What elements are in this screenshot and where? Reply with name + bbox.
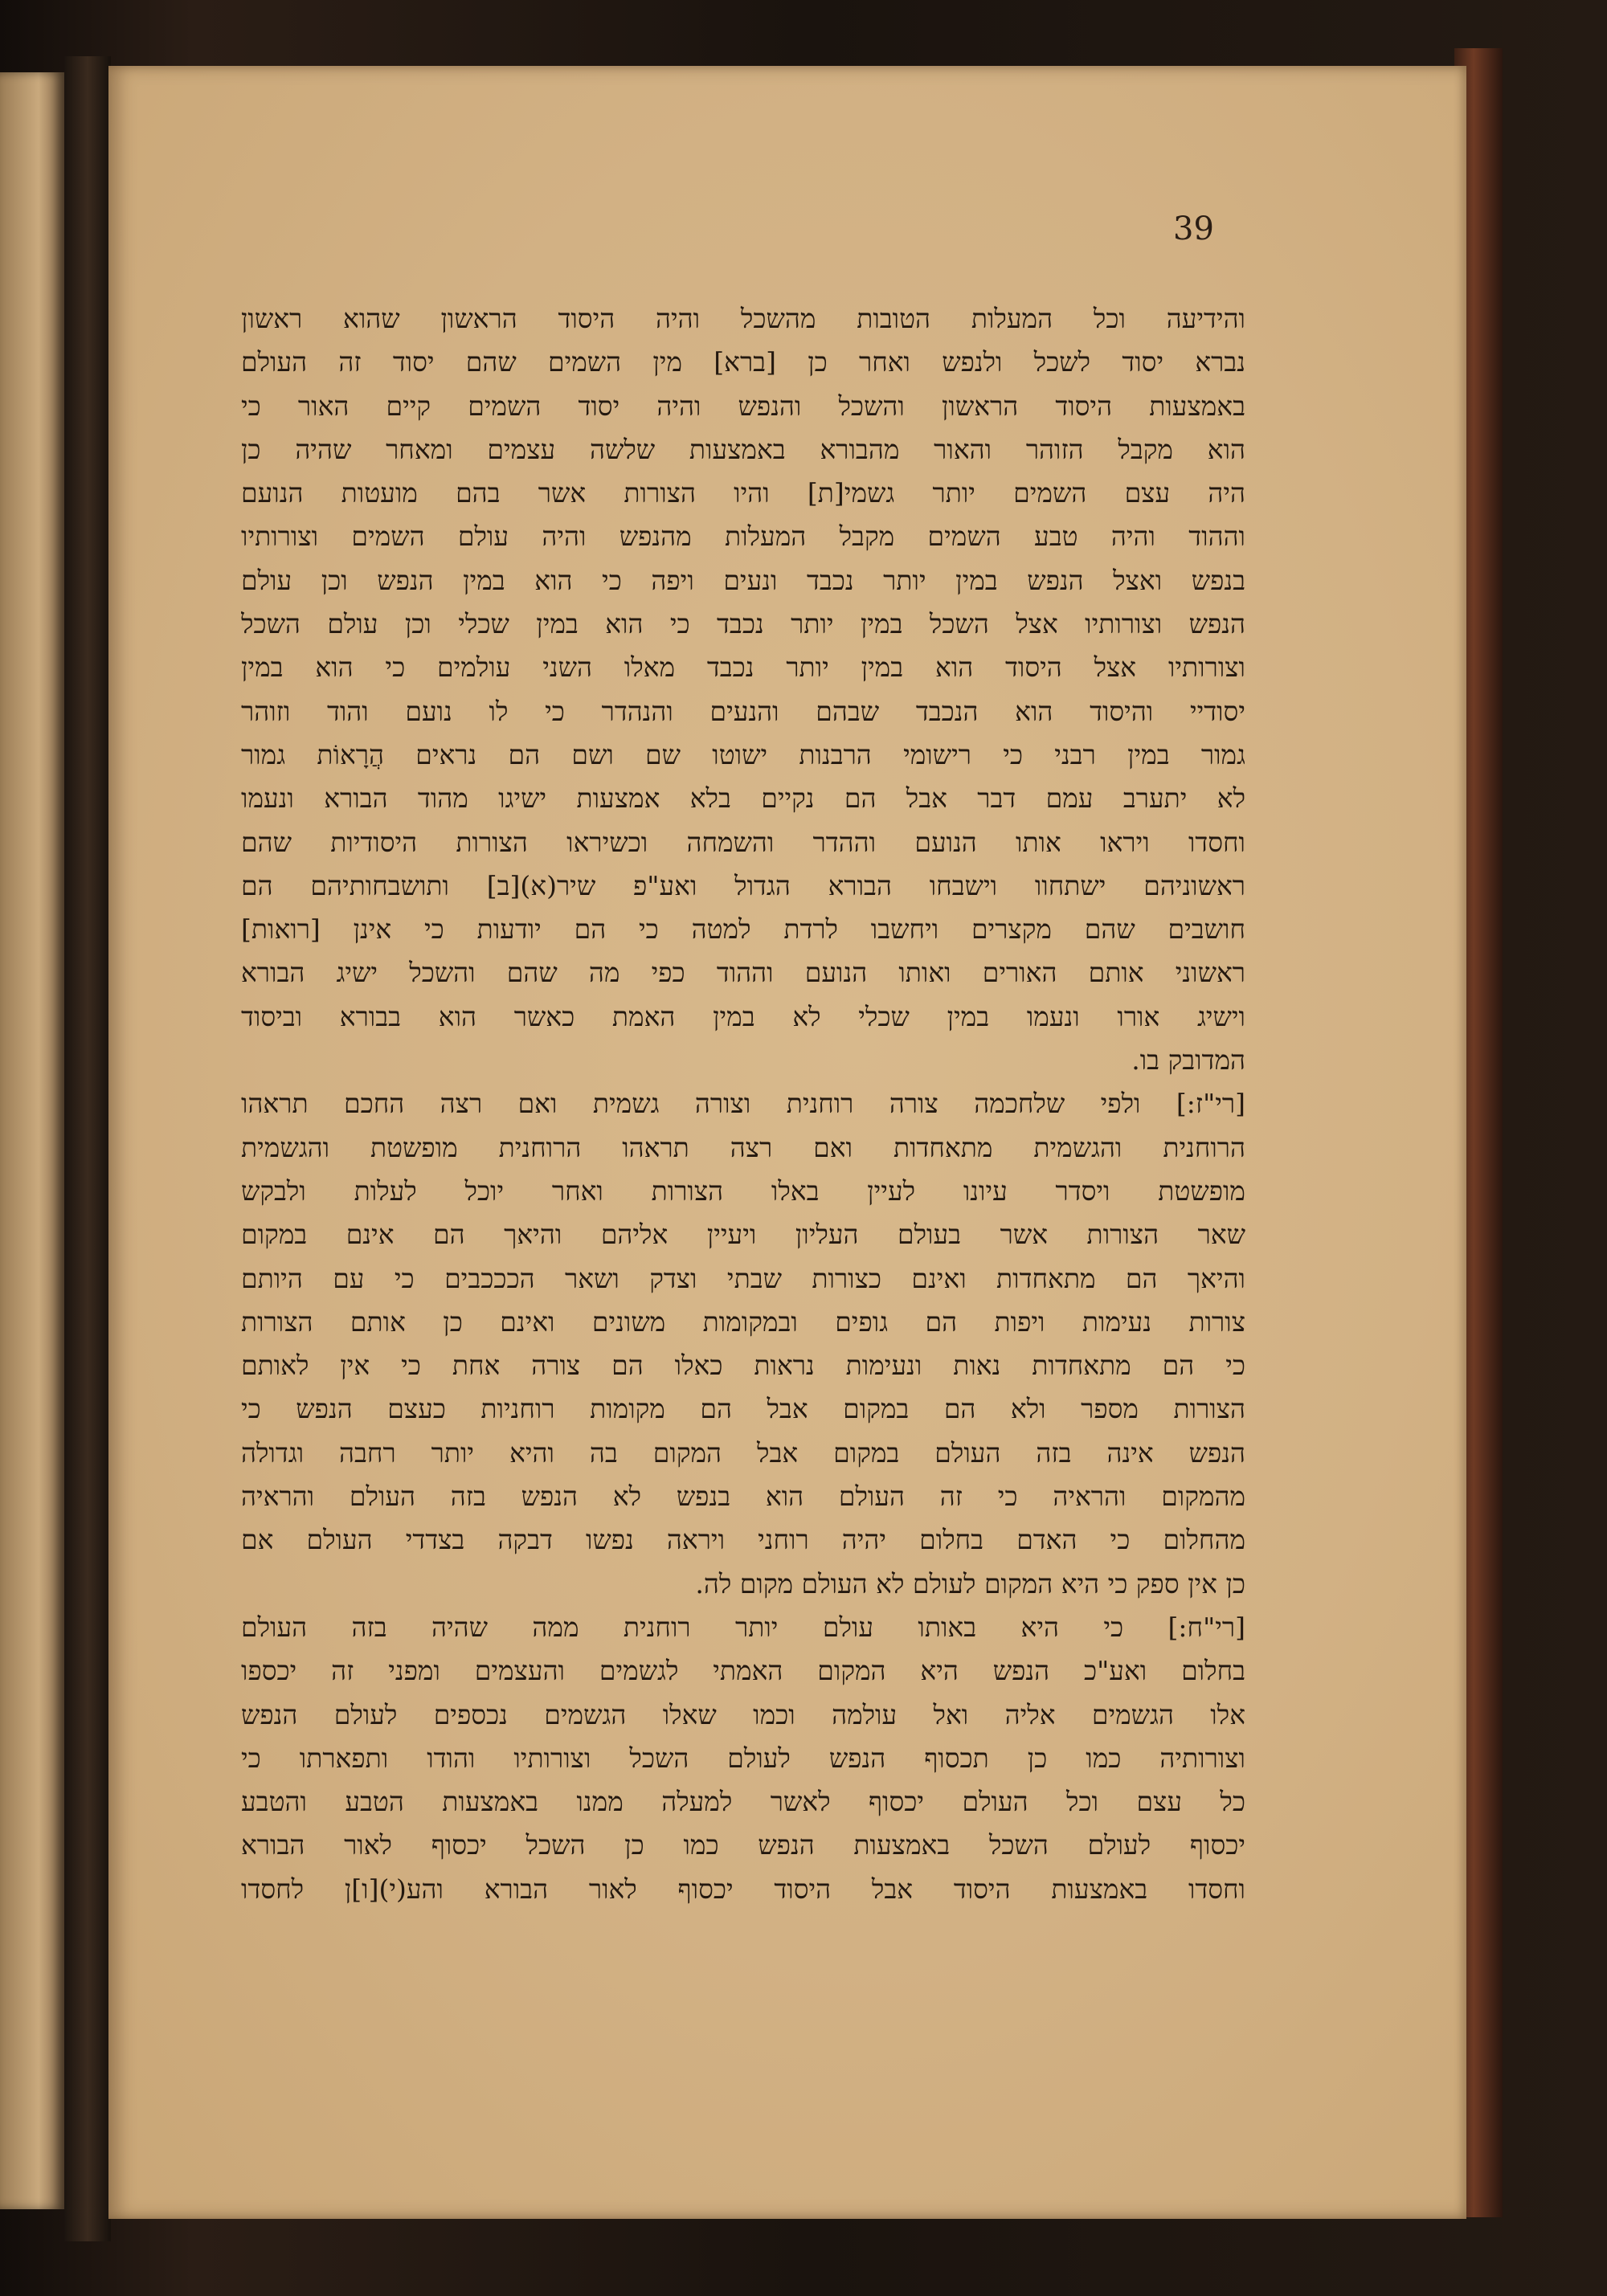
- book-gutter: [64, 56, 111, 2241]
- text-line: בנפש ואצל הנפש במין יותר נכבד ונעים ויפה כי הוא במין הנפש וכן עולם: [241, 564, 1245, 596]
- text-line: והידיעה וכל המעלות הטובות מהשכל והיה היסוד הראשון שהוא ראשון: [241, 303, 1245, 334]
- text-line: וצורותיה כמו כן תכסוף הנפש לעולם השכל וצורותיו והודו ותפארתו כי: [241, 1742, 1245, 1774]
- text-line: ראשוני אותם האורים ואותו הנועם וההוד כפי מה שהם והשכל ישיג הבורא: [241, 957, 1245, 989]
- text-line: באמצעות היסוד הראשון והשכל והנפש והיה יסוד השמים קיים האור כי: [241, 390, 1245, 422]
- text-line: כי הם מתאחדות נאות ונעימות נראות כאלו הם צורה אחת כי אין לאותם: [241, 1350, 1245, 1382]
- text-line: וחסדו באמצעות היסוד אבל היסוד יכסוף לאור הבורא והע(י)[ו]ן לחסדו: [241, 1873, 1245, 1905]
- text-line: הוא מקבל הזוהר והאור מהבורא באמצעות שלשה עצמים ומאחר שהיה כן: [241, 433, 1245, 465]
- text-line: וישיג אורו ונעמו במין שכלי לא במין האמת כאשר הוא בבורא וביסוד: [241, 1000, 1245, 1032]
- text-line: הרוחנית והגשמית מתאחדות ואם רצה תראהו הרוחנית מופשטת והגשמית: [241, 1131, 1245, 1163]
- text-line: יכסוף לעולם השכל באמצעות הנפש כמו כן השכל יכסוף לאור הבורא: [241, 1829, 1245, 1861]
- text-line: וההוד והיה טבע השמים מקבל המעלות מהנפש והיה עולם השמים וצורותיו: [241, 521, 1245, 553]
- text-line: הנפש אינה בזה העולם במקום אבל המקום בה והיא יותר רחבה וגדולה: [241, 1436, 1245, 1469]
- text-line: הצורות מספר ולא הם במקום אבל הם מקומות רוחניות כעצם הנפש כי: [241, 1393, 1245, 1425]
- text-line: אלו הגשמים אליה ואל עולמה וכמו שאלו הגשמים נכספים לעולם הנפש: [241, 1698, 1245, 1730]
- text-line: והיאך הם מתאחדות ואינם כצורות שבתי וצדק ושאר הכככבים כי עם היותם: [241, 1262, 1245, 1294]
- text-line-paragraph-end: המדובק בו.: [1131, 1044, 1245, 1077]
- previous-page-edge: [0, 72, 64, 2209]
- text-line: מופשטת ויסדר עיונו לעיין באלו הצורות ואחר יוכל לעלות ולבקש: [241, 1175, 1245, 1207]
- text-line: מהמקום והראיה כי זה העולם הוא בנפש לא הנפש בזה העולם והראיה: [241, 1481, 1245, 1513]
- text-line-section-start: [רי"ז:] ולפי שלחכמה צורה רוחנית וצורה גשמית ואם רצה החכם תראהו: [241, 1088, 1245, 1120]
- hebrew-text-block: [241, 297, 1245, 1911]
- text-line: היה עצם השמים יותר גשמי[ת] והיו הצורות אשר בהם מועטות הנועם: [241, 477, 1245, 509]
- text-line: יסודיי והיסוד הוא הנכבד שבהם והנעים והנהדר כי לו נועם והוד וזוהר: [241, 695, 1245, 727]
- page-number: 39: [1173, 210, 1214, 247]
- text-line: חושבים שהם מקצרים ויחשבו לרדת למטה כי הם יודעות כי אינן [רואות]: [241, 913, 1245, 946]
- text-line: ראשוניהם ישתחוו וישבחו הבורא הגדול ואע"פ שיר(א)[ב] ותושבחותיהם הם: [241, 869, 1245, 901]
- text-line: וחסדו ויראו אותו הנועם וההדר והשמחה וכשיראו הצורות היסודיות שהם: [241, 826, 1245, 858]
- text-line: שאר הצורות אשר בעולם העליון ויעיין אליהם והיאך הם אינם במקום: [241, 1219, 1245, 1251]
- text-line-section-start: [רי"ח:] כי היא באותו עולם יותר רוחנית ממה שהיה בזה העולם: [241, 1611, 1245, 1643]
- text-line: צורות נעימות ויפות הם גופים ובמקומות משונים ואינם כן אותם הצורות: [241, 1305, 1245, 1338]
- text-line: לא יתערב עמם דבר אבל הם נקיים בלא אמצעות ישיגו מהוד הבורא ונעמו: [241, 782, 1245, 815]
- text-line: מהחלום כי האדם בחלום יהיה רוחני ויראה נפשו דבקה בצדדי העולם אם: [241, 1524, 1245, 1556]
- text-line: גמור במין רבני כי רישומי הרבנות ישוטו שם ושם הם נראים הֲרָאוֹת גמור: [241, 738, 1245, 770]
- text-line-paragraph-end: כן אין ספק כי היא המקום לעולם לא העולם מקום לה.: [695, 1567, 1245, 1599]
- text-line: בחלום ואע"כ הנפש היא המקום האמתי לגשמים והעצמים ומפני זה יכספו: [241, 1655, 1245, 1687]
- text-line: נברא יסוד לשכל ולנפש ואחר כן [ברא] מין השמים שהם יסוד זה העולם: [241, 346, 1245, 378]
- text-line: כל עצם וכל העולם יכסוף לאשר למעלה ממנו באמצעות הטבע והטבע: [241, 1786, 1245, 1818]
- text-line: הנפש וצורותיו אצל השכל במין יותר נכבד כי הוא במין שכלי וכן עולם השכל: [241, 608, 1245, 640]
- text-line: וצורותיו אצל היסוד הוא במין יותר נכבד מאלו השני עולמים כי הוא במין: [241, 652, 1245, 684]
